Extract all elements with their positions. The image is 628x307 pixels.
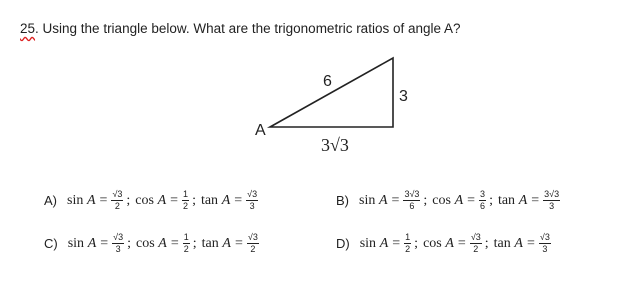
- question-prompt: . Using the triangle below. What are the trigonometric ratios of angle A?: [35, 21, 461, 36]
- fraction: $\frac{3}{6}$: [480, 189, 486, 212]
- sin-equation: sin A = $\frac{√3}{3}$: [67, 232, 124, 255]
- fraction: $\frac{√3}{3}$: [539, 232, 550, 255]
- option-letter: A): [44, 193, 57, 209]
- option-b[interactable]: B) sin A = $\frac{3√3}{6}$ ; cos A = $\frac{3}{6}$ ; tan A = $\frac{3√3}{3}$: [336, 189, 560, 212]
- cos-equation: cos A = $\frac{√3}{2}$: [423, 232, 481, 255]
- cos-equation: cos A = $\frac{1}{2}$: [136, 232, 189, 255]
- option-c[interactable]: C) sin A = $\frac{√3}{3}$ ; cos A = $\frac{1}{2}$ ; tan A = $\frac{√3}{2}$: [44, 232, 258, 255]
- tan-equation: tan A = $\frac{√3}{3}$: [493, 232, 550, 255]
- fraction: $\frac{√3}{2}$: [112, 189, 123, 212]
- tan-equation: tan A = $\frac{√3}{3}$: [200, 189, 258, 212]
- sin-equation: sin A = $\frac{√3}{2}$: [67, 189, 123, 212]
- triangle-shape: [270, 58, 393, 127]
- fraction: $\frac{√3}{3}$: [247, 189, 258, 212]
- sin-equation: sin A = $\frac{3√3}{6}$: [359, 189, 420, 212]
- adjacent-side-label: 3√3: [321, 135, 349, 155]
- fraction: $\frac{√3}{2}$: [470, 232, 481, 255]
- fraction: $\frac{3√3}{3}$: [544, 189, 560, 212]
- hypotenuse-label: 6: [323, 73, 332, 90]
- sin-equation: sin A = $\frac{1}{2}$: [359, 232, 411, 255]
- tan-equation: tan A = $\frac{√3}{2}$: [201, 232, 258, 255]
- fraction: $\frac{3√3}{6}$: [404, 189, 420, 212]
- tan-equation: tan A = $\frac{3√3}{3}$: [497, 189, 560, 212]
- fraction: $\frac{1}{2}$: [405, 232, 411, 255]
- fraction: $\frac{1}{2}$: [183, 189, 189, 212]
- option-letter: B): [336, 193, 349, 209]
- fraction: $\frac{√3}{3}$: [113, 232, 124, 255]
- option-letter: C): [44, 236, 58, 252]
- fraction: $\frac{1}{2}$: [183, 232, 189, 255]
- option-a[interactable]: A) sin A = $\frac{√3}{2}$ ; cos A = $\frac{1}{2}$ ; tan A = $\frac{√3}{3}$: [44, 189, 258, 212]
- cos-equation: cos A = $\frac{1}{2}$: [135, 189, 189, 212]
- cos-equation: cos A = $\frac{3}{6}$: [432, 189, 486, 212]
- fraction: $\frac{√3}{2}$: [247, 232, 258, 255]
- vertex-label-a: A: [255, 122, 266, 139]
- question-number: 25: [20, 21, 36, 36]
- option-d[interactable]: D) sin A = $\frac{1}{2}$ ; cos A = $\frac{√3}{2}$ ; tan A = $\frac{√3}{3}$: [336, 232, 550, 255]
- opposite-side-label: 3: [399, 88, 408, 105]
- option-letter: D): [336, 236, 350, 252]
